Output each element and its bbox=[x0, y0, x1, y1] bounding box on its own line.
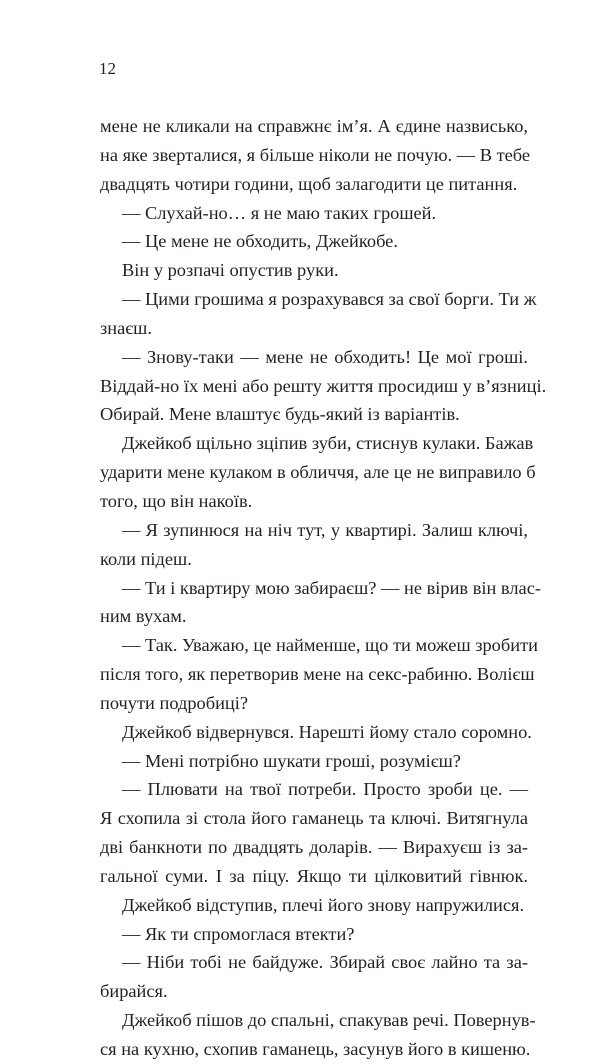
text-line: на яке зверталися, я більше ніколи не почую. — В тебе bbox=[100, 144, 531, 165]
text-line: ним вухам. bbox=[100, 606, 187, 627]
text-line: — Мені потрібно шукати гроші, розумієш? bbox=[122, 750, 461, 771]
text-line: ся на кухню, схопив гаманець, засунув його в кишеню. bbox=[100, 1039, 531, 1059]
text-line: того, що він накоїв. bbox=[100, 490, 253, 511]
text-line: Обирай. Мене влаштує будь-який із варіантів. bbox=[100, 404, 460, 425]
text-line: почути подробиці? bbox=[100, 692, 249, 713]
text-line: — Слухай-но… я не маю таких грошей. bbox=[122, 202, 437, 223]
text-line: — Я зупинюся на ніч тут, у квартирі. Залиш ключі, bbox=[122, 519, 528, 540]
text-line: гальної суми. І за піцу. Якщо ти цілковитий гівнюк. bbox=[100, 865, 528, 886]
text-line: — Плювати на твої потреби. Просто зроби це. — bbox=[122, 779, 528, 800]
text-line: Джейкоб пішов до спальні, спакував речі. Повернув- bbox=[122, 1010, 536, 1031]
body-text bbox=[100, 112, 547, 1064]
text-line: Віддай-но їх мені або решту життя просидиш у в’язниці. bbox=[100, 375, 547, 396]
text-line: знаєш. bbox=[100, 317, 152, 338]
text-line: — Ти і квартиру мою забираєш? — не вірив він влас- bbox=[122, 577, 541, 598]
text-line: — Ніби тобі не байдуже. Збирай своє лайно та за- bbox=[122, 952, 528, 973]
text-line: — Це мене не обходить, Джейкобе. bbox=[122, 231, 398, 252]
text-line: Він у розпачі опустив руки. bbox=[122, 260, 339, 281]
text-line: Я схопила зі стола його гаманець та ключі. Витягнула bbox=[100, 808, 528, 829]
page-number: 12 bbox=[99, 59, 116, 78]
text-line: мене не кликали на справжнє ім’я. А єдине назвисько, bbox=[100, 116, 528, 136]
text-line: бирайся. bbox=[100, 981, 168, 1002]
text-line: ударити мене кулаком в обличчя, але це не виправило б bbox=[100, 462, 536, 483]
text-line: — Цими грошима я розрахувався за свої борги. Ти ж bbox=[122, 289, 537, 310]
text-line: Джейкоб відвернувся. Нарешті йому стало соромно. bbox=[122, 721, 532, 742]
text-line: коли підеш. bbox=[100, 548, 192, 569]
text-line: — Знову-таки — мене не обходить! Це мої гроші. bbox=[122, 346, 528, 367]
text-line: Джейкоб відступив, плечі його знову напружилися. bbox=[122, 894, 525, 915]
text-line: двадцять чотири години, щоб залагодити це питання. bbox=[100, 173, 518, 194]
text-line: дві банкноти по двадцять доларів. — Вирахуєш із за- bbox=[100, 837, 528, 858]
text-line: — Так. Уважаю, це найменше, що ти можеш зробити bbox=[122, 635, 538, 656]
text-line: після того, як перетворив мене на секс-рабиню. Волієш bbox=[100, 664, 535, 685]
text-line: — Як ти спромоглася втекти? bbox=[122, 923, 355, 944]
text-line: Джейкоб щільно зціпив зуби, стиснув кулаки. Бажав bbox=[122, 433, 534, 454]
